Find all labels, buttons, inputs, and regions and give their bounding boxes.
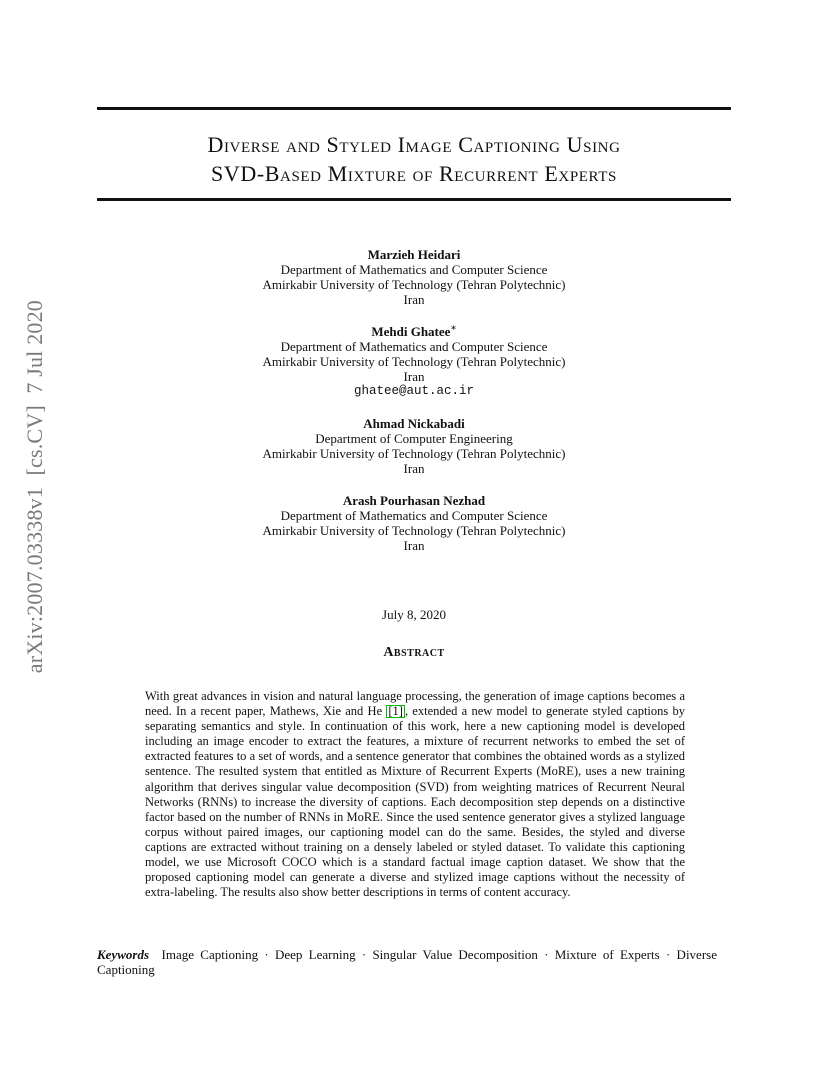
keywords-list: Image Captioning · Deep Learning · Singular Value Decomposition · Mixture of Experts · Diverse Captioning	[97, 947, 717, 977]
corresponding-author-marker: ∗	[450, 322, 457, 333]
keywords-label: Keywords	[97, 947, 149, 962]
author-1	[97, 247, 731, 307]
author-university: Amirkabir University of Technology (Tehran Polytechnic)	[262, 446, 566, 461]
top-rule	[97, 107, 731, 110]
author-country: Iran	[403, 292, 425, 307]
author-university: Amirkabir University of Technology (Tehran Polytechnic)	[262, 277, 566, 292]
author-name: Arash Pourhasan Nezhad	[342, 493, 486, 508]
title-line-2: SVD-Based Mixture of Recurrent Experts	[211, 161, 617, 186]
abstract-heading: Abstract	[383, 645, 445, 660]
author-department: Department of Mathematics and Computer Science	[280, 262, 548, 277]
abstract-body	[145, 689, 685, 900]
abstract-text-part-1: With great advances in vision and natural language processing, the generation of image captions becomes a need. In a recent paper, Mathews, Xie and He	[145, 689, 685, 719]
author-4	[97, 493, 731, 553]
author-3	[97, 416, 731, 476]
author-email[interactable]: ghatee@aut.ac.ir	[353, 384, 475, 398]
author-department: Department of Computer Engineering	[315, 431, 513, 446]
bottom-rule	[97, 198, 731, 201]
citation-link[interactable]: [1]	[388, 704, 403, 719]
paper-title	[97, 130, 731, 188]
author-name: Marzieh Heidari	[367, 247, 461, 262]
author-country: Iran	[403, 369, 425, 384]
author-university: Amirkabir University of Technology (Tehran Polytechnic)	[262, 354, 566, 369]
publication-date: July 8, 2020	[382, 607, 446, 622]
author-name	[97, 324, 731, 339]
author-country: Iran	[403, 538, 425, 553]
title-line-1: Diverse and Styled Image Captioning Using	[207, 132, 621, 157]
author-name: Ahmad Nickabadi	[363, 416, 465, 431]
author-department: Department of Mathematics and Computer Science	[280, 508, 548, 523]
author-name-text: Mehdi Ghatee	[371, 324, 451, 339]
author-country: Iran	[403, 461, 425, 476]
keywords	[97, 947, 717, 977]
author-2	[97, 324, 731, 399]
author-department: Department of Mathematics and Computer Science	[280, 339, 548, 354]
abstract-text-part-2: , extended a new model to generate styled captions by separating semantics and style. In continuation of this work, here a new captioning model is developed including an image encoder to extract the features, a mixture of recurrent networks to embed the set of extracted features to a set of words, and a sentence generator that combines the obtained words as a stylized sentence. The resulted system that entitled as Mixture of Recurrent Experts (MoRE), uses a new training algorithm that derives singular value decomposition (SVD) from weighting matrices of Recurrent Neural Networks (RNNs) to increase the diversity of captions. Each decomposition step depends on a distinctive factor based on the number of RNNs in MoRE. Since the used sentence generator gives a stylized language corpus without paired images, our captioning model can do the same. Besides, the styled and diverse captions are extracted without training on a densely labeled or styled dataset. To validate this captioning model, we use Microsoft COCO which is a standard factual image caption dataset. We show that the proposed captioning model can generate a diverse and stylized image captions without the necessity of extra-labeling. The results also show better descriptions in terms of content accuracy.	[145, 704, 685, 900]
arxiv-identifier[interactable]: arXiv:2007.03338v1 [cs.CV] 7 Jul 2020	[22, 300, 47, 674]
author-block	[97, 247, 731, 570]
author-university: Amirkabir University of Technology (Tehran Polytechnic)	[262, 523, 566, 538]
